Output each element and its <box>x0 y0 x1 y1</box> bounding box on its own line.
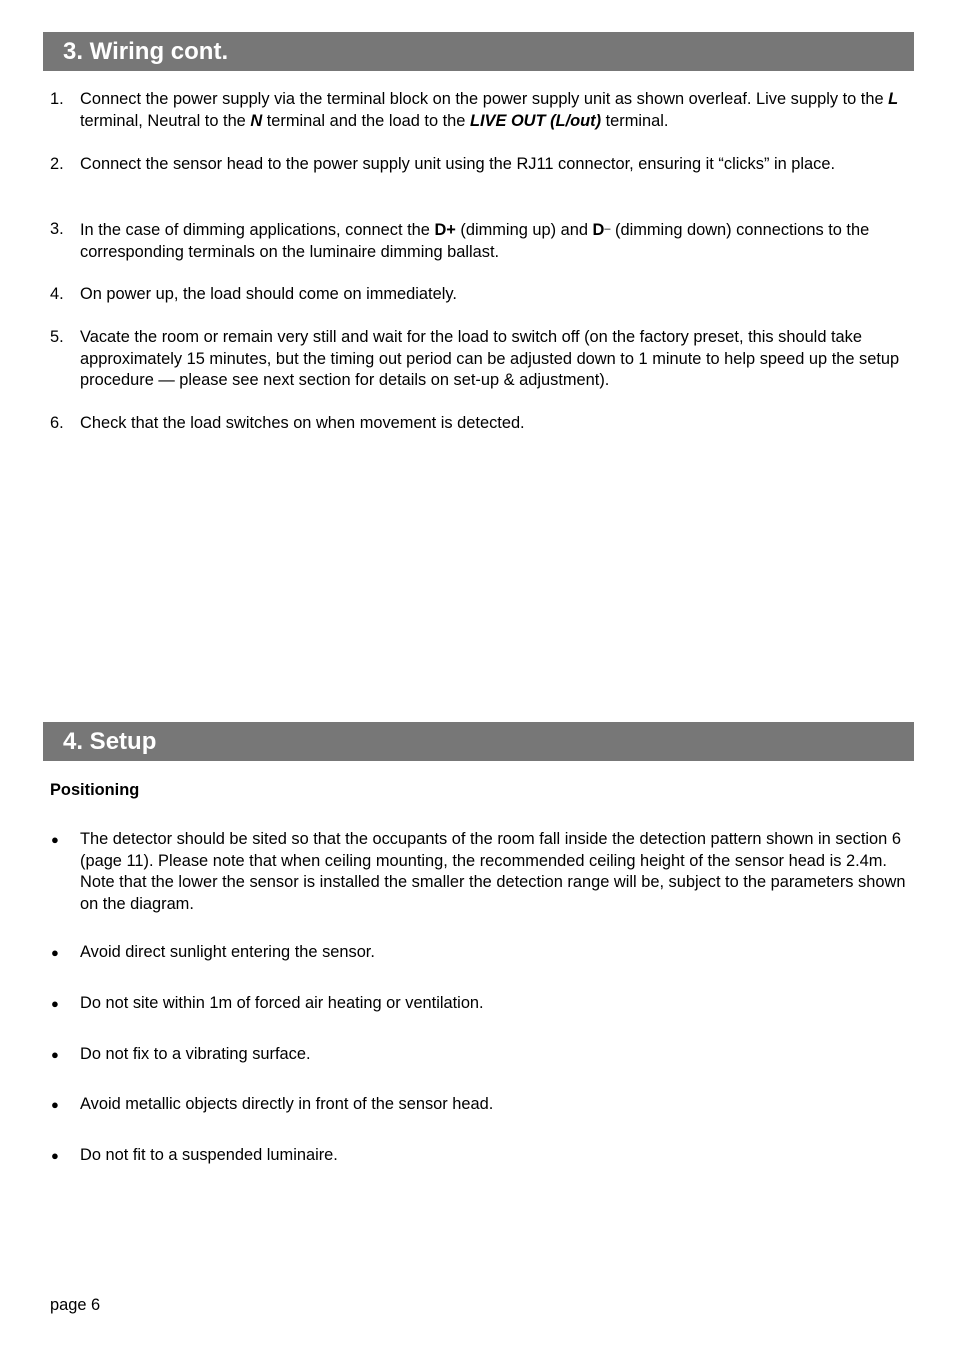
bullet-icon: ● <box>51 1047 59 1062</box>
terminal-live-out-label: LIVE OUT (L/out) <box>469 111 602 130</box>
section-header-setup <box>43 722 914 761</box>
step-number: 5. <box>50 328 64 346</box>
wiring-step-3 <box>50 219 910 263</box>
bullet-text: Do not fit to a suspended luminaire. <box>80 1146 338 1164</box>
step-number: 4. <box>50 285 64 303</box>
terminal-l-label: L <box>888 90 899 108</box>
step-number: 6. <box>50 414 64 432</box>
step-text: In the case of dimming applications, connect the D+ (dimming up) and D– (dimming down) connections to the corresponding terminals on the luminaire dimming ballast. <box>80 221 870 261</box>
bullet-icon: ● <box>51 1148 59 1163</box>
step-number: 2. <box>50 155 64 173</box>
bullet-text: Do not fix to a vibrating surface. <box>80 1045 311 1063</box>
step-text: Vacate the room or remain very still and wait for the load to switch off (on the factory preset, this should take approximately 15 minutes, but the timing out period can be adjusted down to 1 minute to help speed up the setup procedure — please see next section for details on set-up & adjustment). <box>80 328 900 389</box>
bullet-icon: ● <box>51 1097 59 1112</box>
step-text: Check that the load switches on when movement is detected. <box>80 414 525 432</box>
page-number: page 6 <box>50 1296 101 1314</box>
bullet-text: Avoid metallic objects directly in front of the sensor head. <box>80 1095 494 1113</box>
bullet-icon: ● <box>51 832 59 847</box>
setup-bullet-6 <box>50 1145 910 1167</box>
bullet-text: Do not site within 1m of forced air heating or ventilation. <box>80 994 484 1012</box>
dimming-up-label: D+ <box>434 221 456 239</box>
wiring-step-5 <box>50 327 910 392</box>
step-number: 3. <box>50 220 64 238</box>
subheading-positioning: Positioning <box>50 781 140 799</box>
wiring-step-2 <box>50 154 910 176</box>
step-text: Connect the power supply via the terminal block on the power supply unit as shown overleaf. Live supply to the L terminal, Neutral to the N terminal and the load to the LIVE OUT (L/out) terminal. <box>80 90 899 130</box>
bullet-text: The detector should be sited so that the occupants of the room fall inside the detection pattern shown in section 6 (page 11). Please note that when ceiling mounting, the recommended ceiling height of the sensor head is 2.4m. Note that the lower the sensor is installed the smaller the detection range will be, subject to the parameters shown on the diagram. <box>80 830 906 913</box>
setup-bullet-1 <box>50 829 910 915</box>
wiring-step-6 <box>50 413 910 435</box>
setup-bullet-2 <box>50 942 910 964</box>
setup-bullet-5 <box>50 1094 910 1116</box>
bullet-icon: ● <box>51 945 59 960</box>
wiring-step-4 <box>50 284 910 306</box>
section-title-wiring: 3. Wiring cont. <box>63 38 229 65</box>
step-text: Connect the sensor head to the power supply unit using the RJ11 connector, ensuring it “clicks” in place. <box>80 155 836 173</box>
setup-bullet-3 <box>50 993 910 1015</box>
section-title-setup: 4. Setup <box>63 728 157 755</box>
step-text: On power up, the load should come on immediately. <box>80 285 457 303</box>
terminal-n-label: N <box>250 111 263 130</box>
bullet-icon: ● <box>51 996 59 1011</box>
step-number: 1. <box>50 90 64 108</box>
dimming-down-label: D <box>592 221 605 239</box>
setup-bullet-4 <box>50 1044 910 1066</box>
bullet-text: Avoid direct sunlight entering the sensor. <box>80 943 375 961</box>
wiring-step-1 <box>50 89 910 132</box>
section-header-wiring <box>43 32 914 71</box>
